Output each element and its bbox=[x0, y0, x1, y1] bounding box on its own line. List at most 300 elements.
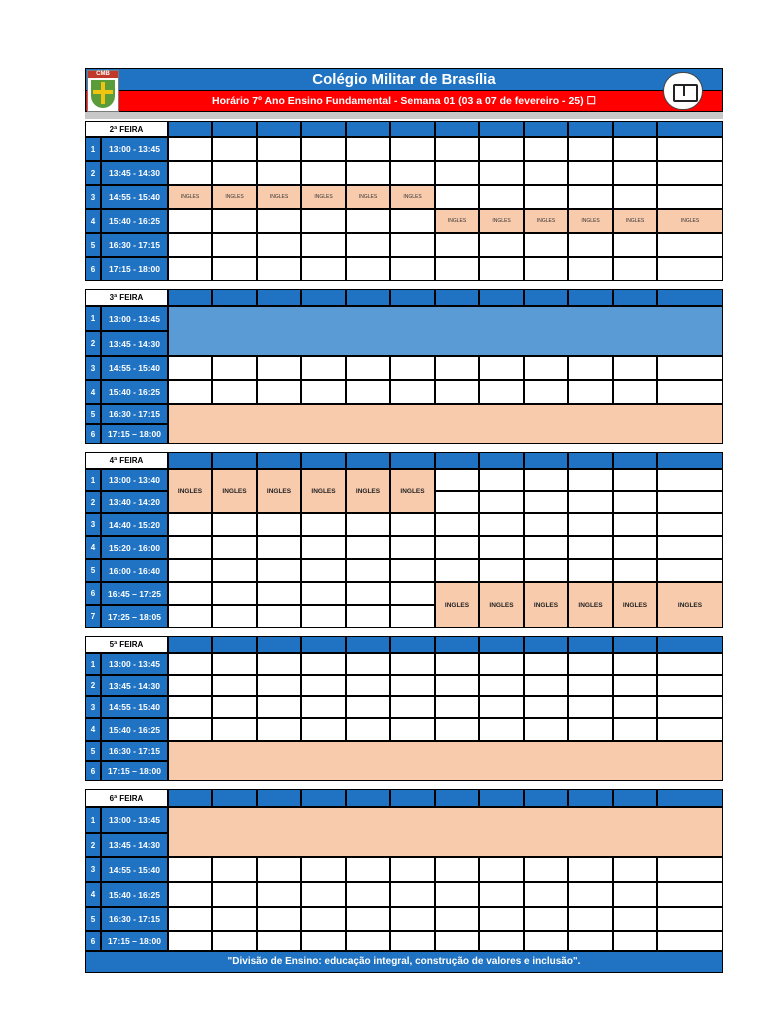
schedule-cell bbox=[212, 380, 257, 404]
schedule-cell bbox=[524, 907, 568, 931]
schedule-cell bbox=[657, 233, 723, 257]
schedule-cell bbox=[613, 491, 657, 513]
column-header-cell bbox=[168, 289, 212, 306]
schedule-cell bbox=[657, 380, 723, 404]
schedule-cell bbox=[212, 536, 257, 559]
schedule-cell bbox=[479, 491, 524, 513]
period-number: 1 bbox=[85, 469, 101, 491]
schedule-cell bbox=[479, 931, 524, 951]
schedule-cell bbox=[613, 380, 657, 404]
schedule-cell bbox=[301, 536, 346, 559]
schedule-cell bbox=[435, 469, 479, 491]
schedule-cell bbox=[568, 696, 613, 718]
header-divider bbox=[85, 112, 723, 119]
column-header-cell bbox=[435, 289, 479, 306]
book-icon bbox=[673, 84, 698, 102]
subject-cell: INGLES bbox=[657, 209, 723, 233]
period-time: 13:00 - 13:40 bbox=[101, 469, 168, 491]
column-header-cell bbox=[568, 121, 613, 137]
column-header-cell bbox=[168, 636, 212, 653]
schedule-cell bbox=[435, 491, 479, 513]
schedule-cell bbox=[435, 137, 479, 161]
schedule-cell bbox=[346, 513, 390, 536]
period-time: 17:15 – 18:00 bbox=[101, 424, 168, 444]
schedule-cell bbox=[301, 582, 346, 605]
title-bar bbox=[85, 68, 723, 91]
column-header-cell bbox=[524, 289, 568, 306]
column-header-cell bbox=[524, 452, 568, 469]
schedule-cell bbox=[346, 257, 390, 281]
schedule-cell bbox=[346, 675, 390, 696]
schedule-cell bbox=[657, 469, 723, 491]
period-number: 4 bbox=[85, 536, 101, 559]
schedule-cell bbox=[524, 380, 568, 404]
period-time: 14:55 - 15:40 bbox=[101, 356, 168, 380]
period-time: 13:45 - 14:30 bbox=[101, 331, 168, 356]
subtitle-bar bbox=[85, 91, 723, 112]
schedule-cell bbox=[657, 356, 723, 380]
schedule-cell bbox=[435, 675, 479, 696]
schedule-cell bbox=[168, 653, 212, 675]
schedule-cell bbox=[613, 907, 657, 931]
period-number: 5 bbox=[85, 741, 101, 761]
schedule-cell bbox=[212, 718, 257, 741]
schedule-cell bbox=[479, 559, 524, 582]
schedule-cell bbox=[479, 696, 524, 718]
schedule-cell bbox=[657, 257, 723, 281]
crest-shield-icon bbox=[91, 80, 115, 108]
schedule-cell bbox=[346, 718, 390, 741]
period-time: 16:30 - 17:15 bbox=[101, 233, 168, 257]
schedule-cell bbox=[479, 882, 524, 907]
period-number: 2 bbox=[85, 161, 101, 185]
period-time: 13:00 - 13:45 bbox=[101, 306, 168, 331]
period-number: 1 bbox=[85, 137, 101, 161]
subject-cell: INGLES bbox=[346, 469, 390, 513]
subject-cell: INGLES bbox=[479, 209, 524, 233]
period-number: 6 bbox=[85, 257, 101, 281]
column-header-cell bbox=[257, 452, 301, 469]
schedule-cell bbox=[435, 257, 479, 281]
schedule-cell bbox=[479, 469, 524, 491]
schedule-cell bbox=[390, 696, 435, 718]
subject-cell: INGLES bbox=[390, 469, 435, 513]
schedule-cell bbox=[346, 559, 390, 582]
schedule-cell bbox=[346, 582, 390, 605]
subject-cell: INGLES bbox=[524, 209, 568, 233]
schedule-cell bbox=[568, 469, 613, 491]
schedule-cell bbox=[479, 675, 524, 696]
period-number: 3 bbox=[85, 696, 101, 718]
schedule-cell bbox=[257, 356, 301, 380]
schedule-cell bbox=[301, 931, 346, 951]
schedule-cell bbox=[168, 582, 212, 605]
period-time: 13:45 - 14:30 bbox=[101, 161, 168, 185]
schedule-cell bbox=[613, 675, 657, 696]
period-number: 4 bbox=[85, 380, 101, 404]
schedule-cell bbox=[568, 675, 613, 696]
schedule-cell bbox=[657, 161, 723, 185]
subject-cell: INGLES bbox=[613, 582, 657, 628]
schedule-cell bbox=[346, 882, 390, 907]
schedule-cell bbox=[257, 696, 301, 718]
column-header-cell bbox=[301, 452, 346, 469]
column-header-cell bbox=[212, 452, 257, 469]
schedule-cell bbox=[613, 233, 657, 257]
schedule-cell bbox=[524, 469, 568, 491]
merged-activity-block bbox=[168, 807, 723, 857]
column-header-cell bbox=[390, 789, 435, 807]
schedule-cell bbox=[524, 931, 568, 951]
schedule-cell bbox=[613, 137, 657, 161]
schedule-cell bbox=[301, 696, 346, 718]
column-header-cell bbox=[257, 789, 301, 807]
column-header-cell bbox=[435, 636, 479, 653]
schedule-cell bbox=[212, 857, 257, 882]
schedule-cell bbox=[212, 233, 257, 257]
column-header-cell bbox=[346, 636, 390, 653]
day-label: 5ª FEIRA bbox=[85, 636, 168, 653]
schedule-cell bbox=[568, 931, 613, 951]
schedule-cell bbox=[568, 491, 613, 513]
schedule-cell bbox=[568, 559, 613, 582]
period-time: 15:40 - 16:25 bbox=[101, 718, 168, 741]
schedule-cell bbox=[524, 882, 568, 907]
column-header-cell bbox=[479, 289, 524, 306]
schedule-cell bbox=[168, 233, 212, 257]
period-time: 17:25 – 18:05 bbox=[101, 605, 168, 628]
period-time: 13:00 - 13:45 bbox=[101, 137, 168, 161]
period-number: 7 bbox=[85, 605, 101, 628]
period-number: 2 bbox=[85, 331, 101, 356]
subject-cell: INGLES bbox=[568, 209, 613, 233]
schedule-cell bbox=[657, 559, 723, 582]
schedule-cell bbox=[212, 209, 257, 233]
schedule-cell bbox=[613, 513, 657, 536]
schedule-cell bbox=[524, 233, 568, 257]
schedule-cell bbox=[390, 233, 435, 257]
schedule-cell bbox=[346, 209, 390, 233]
column-header-cell bbox=[301, 789, 346, 807]
period-number: 6 bbox=[85, 582, 101, 605]
schedule-cell bbox=[657, 907, 723, 931]
schedule-cell bbox=[346, 356, 390, 380]
column-header-cell bbox=[435, 121, 479, 137]
period-time: 16:30 - 17:15 bbox=[101, 404, 168, 424]
schedule-cell bbox=[257, 536, 301, 559]
schedule-cell bbox=[613, 653, 657, 675]
schedule-cell bbox=[301, 233, 346, 257]
schedule-cell bbox=[568, 380, 613, 404]
column-header-cell bbox=[524, 789, 568, 807]
column-header-cell bbox=[301, 121, 346, 137]
schedule-cell bbox=[301, 675, 346, 696]
crest-text: CMB bbox=[88, 71, 118, 78]
schedule-cell bbox=[435, 907, 479, 931]
schedule-cell bbox=[212, 696, 257, 718]
schedule-cell bbox=[212, 882, 257, 907]
subject-cell: INGLES bbox=[301, 185, 346, 209]
schedule-cell bbox=[301, 137, 346, 161]
schedule-cell bbox=[435, 931, 479, 951]
column-header-cell bbox=[657, 789, 723, 807]
schedule-cell bbox=[524, 491, 568, 513]
column-header-cell bbox=[346, 289, 390, 306]
column-header-cell bbox=[346, 452, 390, 469]
period-number: 4 bbox=[85, 882, 101, 907]
schedule-cell bbox=[168, 857, 212, 882]
schedule-cell bbox=[657, 857, 723, 882]
period-number: 2 bbox=[85, 491, 101, 513]
column-header-cell bbox=[435, 789, 479, 807]
period-time: 16:30 - 17:15 bbox=[101, 741, 168, 761]
schedule-cell bbox=[390, 653, 435, 675]
schedule-cell bbox=[479, 380, 524, 404]
column-header-cell bbox=[212, 636, 257, 653]
schedule-cell bbox=[568, 257, 613, 281]
schedule-cell bbox=[301, 559, 346, 582]
schedule-cell bbox=[390, 137, 435, 161]
schedule-cell bbox=[390, 161, 435, 185]
schedule-cell bbox=[212, 513, 257, 536]
schedule-cell bbox=[212, 257, 257, 281]
column-header-cell bbox=[479, 789, 524, 807]
period-time: 13:00 - 13:45 bbox=[101, 807, 168, 833]
schedule-cell bbox=[524, 653, 568, 675]
schedule-cell bbox=[568, 356, 613, 380]
column-header-cell bbox=[346, 789, 390, 807]
schedule-cell bbox=[212, 559, 257, 582]
schedule-cell bbox=[212, 653, 257, 675]
schedule-cell bbox=[479, 857, 524, 882]
schedule-cell bbox=[613, 882, 657, 907]
column-header-cell bbox=[613, 452, 657, 469]
schedule-cell bbox=[524, 857, 568, 882]
period-time: 15:40 - 16:25 bbox=[101, 380, 168, 404]
schedule-cell bbox=[524, 161, 568, 185]
schedule-cell bbox=[212, 931, 257, 951]
schedule-cell bbox=[257, 675, 301, 696]
schedule-cell bbox=[257, 137, 301, 161]
schedule-cell bbox=[346, 907, 390, 931]
schedule-cell bbox=[657, 931, 723, 951]
schedule-cell bbox=[524, 356, 568, 380]
schedule-cell bbox=[568, 857, 613, 882]
column-header-cell bbox=[568, 289, 613, 306]
schedule-cell bbox=[390, 675, 435, 696]
schedule-cell bbox=[524, 559, 568, 582]
period-time: 13:40 - 14:20 bbox=[101, 491, 168, 513]
schedule-cell bbox=[568, 185, 613, 209]
schedule-cell bbox=[301, 653, 346, 675]
period-time: 17:15 – 18:00 bbox=[101, 761, 168, 781]
schedule-cell bbox=[524, 257, 568, 281]
column-header-cell bbox=[568, 636, 613, 653]
schedule-cell bbox=[479, 161, 524, 185]
column-header-cell bbox=[390, 121, 435, 137]
schedule-cell bbox=[301, 718, 346, 741]
schedule-cell bbox=[212, 137, 257, 161]
schedule-cell bbox=[613, 931, 657, 951]
schedule-cell bbox=[435, 161, 479, 185]
period-time: 16:30 - 17:15 bbox=[101, 907, 168, 931]
period-number: 3 bbox=[85, 513, 101, 536]
column-header-cell bbox=[657, 289, 723, 306]
subject-cell: INGLES bbox=[168, 185, 212, 209]
period-number: 5 bbox=[85, 559, 101, 582]
schedule-cell bbox=[479, 718, 524, 741]
subject-cell: INGLES bbox=[346, 185, 390, 209]
column-header-cell bbox=[613, 121, 657, 137]
column-header-cell bbox=[613, 289, 657, 306]
schedule-cell bbox=[524, 696, 568, 718]
schedule-cell bbox=[257, 931, 301, 951]
schedule-cell bbox=[168, 907, 212, 931]
period-time: 13:45 - 14:30 bbox=[101, 833, 168, 857]
footer-motto: "Divisão de Ensino: educação integral, construção de valores e inclusão". bbox=[85, 951, 723, 973]
period-number: 3 bbox=[85, 185, 101, 209]
schedule-cell bbox=[657, 513, 723, 536]
schedule-cell bbox=[168, 605, 212, 628]
schedule-cell bbox=[479, 233, 524, 257]
subject-cell: INGLES bbox=[301, 469, 346, 513]
schedule-cell bbox=[390, 582, 435, 605]
schedule-cell bbox=[435, 696, 479, 718]
page-subtitle: Horário 7º Ano Ensino Fundamental - Semana 01 (03 a 07 de fevereiro - 25) ☐ bbox=[212, 95, 596, 107]
schedule-cell bbox=[168, 675, 212, 696]
subject-cell: INGLES bbox=[524, 582, 568, 628]
schedule-cell bbox=[390, 209, 435, 233]
schedule-cell bbox=[390, 857, 435, 882]
subject-cell: INGLES bbox=[657, 582, 723, 628]
period-time: 13:00 - 13:45 bbox=[101, 653, 168, 675]
period-number: 3 bbox=[85, 356, 101, 380]
schedule-cell bbox=[613, 257, 657, 281]
schedule-cell bbox=[568, 161, 613, 185]
schedule-cell bbox=[568, 653, 613, 675]
schedule-cell bbox=[657, 491, 723, 513]
schedule-cell bbox=[301, 513, 346, 536]
schedule-cell bbox=[257, 582, 301, 605]
schedule-cell bbox=[346, 161, 390, 185]
period-number: 4 bbox=[85, 718, 101, 741]
schedule-cell bbox=[657, 696, 723, 718]
schedule-cell bbox=[301, 209, 346, 233]
schedule-cell bbox=[568, 718, 613, 741]
merged-activity-block bbox=[168, 306, 723, 356]
schedule-cell bbox=[168, 356, 212, 380]
schedule-cell bbox=[168, 536, 212, 559]
schedule-cell bbox=[479, 653, 524, 675]
column-header-cell bbox=[257, 121, 301, 137]
schedule-cell bbox=[168, 931, 212, 951]
subject-cell: INGLES bbox=[613, 209, 657, 233]
schedule-cell bbox=[479, 356, 524, 380]
schedule-cell bbox=[257, 907, 301, 931]
schedule-cell bbox=[435, 185, 479, 209]
schedule-cell bbox=[568, 882, 613, 907]
schedule-cell bbox=[257, 857, 301, 882]
schedule-cell bbox=[479, 185, 524, 209]
schedule-cell bbox=[301, 882, 346, 907]
schedule-cell bbox=[479, 137, 524, 161]
schedule-cell bbox=[657, 718, 723, 741]
schedule-cell bbox=[435, 513, 479, 536]
schedule-cell bbox=[568, 536, 613, 559]
schedule-cell bbox=[212, 161, 257, 185]
schedule-cell bbox=[479, 536, 524, 559]
schedule-cell bbox=[435, 559, 479, 582]
column-header-cell bbox=[657, 452, 723, 469]
schedule-cell bbox=[613, 559, 657, 582]
schedule-cell bbox=[257, 209, 301, 233]
schedule-cell bbox=[657, 675, 723, 696]
schedule-cell bbox=[657, 536, 723, 559]
subject-cell: INGLES bbox=[212, 469, 257, 513]
schedule-cell bbox=[301, 161, 346, 185]
schedule-cell bbox=[524, 718, 568, 741]
schedule-cell bbox=[479, 907, 524, 931]
period-time: 14:55 - 15:40 bbox=[101, 185, 168, 209]
column-header-cell bbox=[257, 289, 301, 306]
schedule-cell bbox=[479, 513, 524, 536]
book-seal-logo bbox=[663, 72, 703, 110]
schedule-cell bbox=[390, 931, 435, 951]
schedule-cell bbox=[301, 907, 346, 931]
schedule-cell bbox=[613, 185, 657, 209]
schedule-cell bbox=[346, 605, 390, 628]
period-time: 15:20 - 16:00 bbox=[101, 536, 168, 559]
schedule-cell bbox=[212, 582, 257, 605]
schedule-cell bbox=[613, 356, 657, 380]
schedule-cell bbox=[568, 137, 613, 161]
period-time: 15:40 - 16:25 bbox=[101, 882, 168, 907]
schedule-cell bbox=[390, 513, 435, 536]
schedule-cell bbox=[568, 907, 613, 931]
schedule-cell bbox=[390, 536, 435, 559]
column-header-cell bbox=[168, 121, 212, 137]
schedule-cell bbox=[524, 536, 568, 559]
subject-cell: INGLES bbox=[568, 582, 613, 628]
column-header-cell bbox=[168, 789, 212, 807]
period-time: 16:45 – 17:25 bbox=[101, 582, 168, 605]
schedule-cell bbox=[479, 257, 524, 281]
schedule-cell bbox=[346, 653, 390, 675]
schedule-cell bbox=[257, 882, 301, 907]
schedule-cell bbox=[435, 653, 479, 675]
column-header-cell bbox=[257, 636, 301, 653]
schedule-cell bbox=[257, 513, 301, 536]
schedule-cell bbox=[257, 653, 301, 675]
column-header-cell bbox=[301, 289, 346, 306]
schedule-cell bbox=[168, 559, 212, 582]
period-number: 2 bbox=[85, 833, 101, 857]
schedule-cell bbox=[168, 209, 212, 233]
schedule-cell bbox=[257, 233, 301, 257]
schedule-cell bbox=[257, 605, 301, 628]
column-header-cell bbox=[613, 636, 657, 653]
day-label: 6ª FEIRA bbox=[85, 789, 168, 807]
schedule-cell bbox=[168, 137, 212, 161]
schedule-cell bbox=[346, 696, 390, 718]
schedule-cell bbox=[257, 718, 301, 741]
period-number: 5 bbox=[85, 907, 101, 931]
column-header-cell bbox=[346, 121, 390, 137]
schedule-cell bbox=[435, 718, 479, 741]
period-number: 3 bbox=[85, 857, 101, 882]
subject-cell: INGLES bbox=[257, 185, 301, 209]
period-time: 14:55 - 15:40 bbox=[101, 857, 168, 882]
